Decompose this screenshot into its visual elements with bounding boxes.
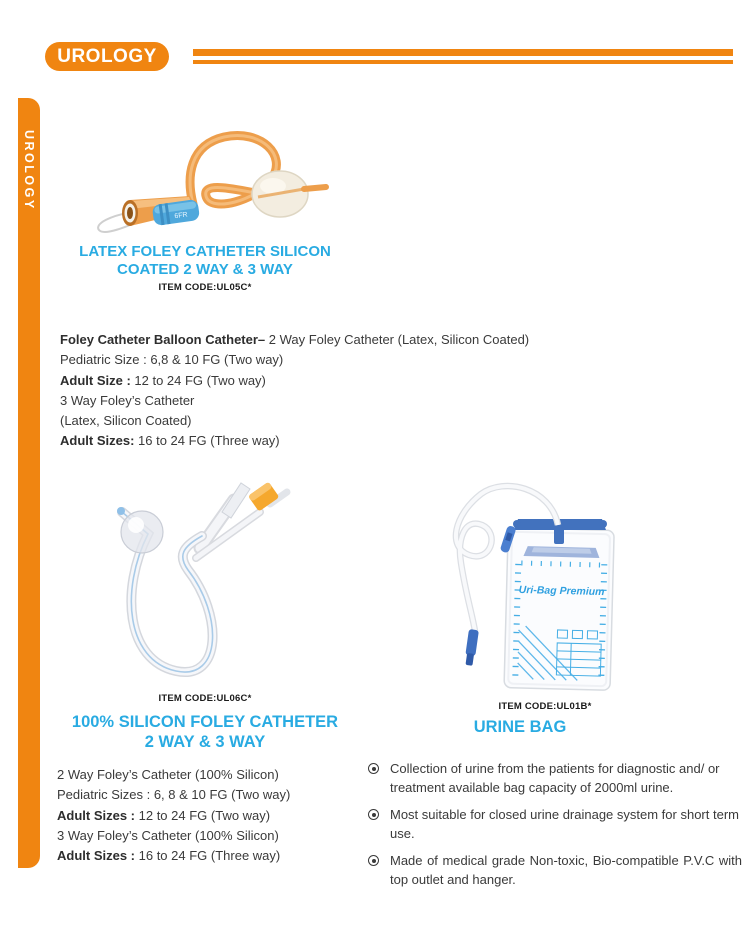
spec-line: [60, 391, 530, 411]
urine-bag-image: [420, 463, 680, 705]
urine-bag-illustration: [420, 463, 680, 700]
circled-dot-bullet-icon: [368, 809, 379, 820]
spec-bold: Foley Catheter Balloon Catheter–: [60, 332, 266, 347]
spec-line: [57, 785, 387, 805]
catheter-tip: [304, 187, 326, 189]
spec-bold: Adult Size :: [60, 372, 131, 388]
latex-foley-catheter-image: [90, 118, 370, 249]
silicon-foley-catheter-image: [90, 460, 370, 693]
spec-text: 2 Way Foley Catheter (Latex, Silicon Coated): [265, 332, 530, 347]
bag-brand-label: Uri-Bag Premium: [518, 583, 605, 599]
product-title-silicon-foley: [40, 713, 370, 752]
title-line: LATEX FOLEY CATHETER SILICON: [79, 243, 331, 260]
catheter-connector: [464, 629, 479, 666]
bag-body: [504, 528, 614, 691]
spec-line: [57, 765, 387, 785]
section-badge-label: UROLOGY: [57, 45, 157, 67]
catheter-tip-eye: [117, 507, 125, 515]
list-item: [368, 806, 750, 843]
spec-line: [57, 826, 387, 846]
spec-bold: Adult Sizes :: [57, 848, 136, 864]
spec-list-silicon-foley: [57, 765, 387, 866]
spec-text: 16 to 24 FG (Three way): [135, 848, 281, 864]
item-code-urine-bag: ITEM CODE:UL01B*: [498, 701, 592, 712]
spec-text: 12 to 24 FG (Two way): [135, 807, 271, 823]
header-rule-thin: [193, 60, 733, 64]
spec-line: [60, 330, 530, 350]
spec-line: [60, 350, 530, 370]
spec-line: [60, 431, 530, 451]
product-title-urine-bag: URINE BAG: [473, 718, 567, 736]
spec-bold: Adult Sizes:: [60, 433, 135, 449]
circled-dot-bullet-icon: [368, 763, 379, 774]
catheter-balloon: [252, 171, 308, 217]
header-rule-thick: [193, 49, 733, 56]
latex-foley-catheter-illustration: [90, 118, 370, 244]
spec-text: 3 Way Foley’s Catheter (100% Silicon): [57, 827, 279, 843]
product-title-latex-foley: [55, 243, 355, 279]
spec-text: Pediatric Size : 6,8 & 10 FG (Two way): [60, 352, 284, 368]
spec-text: 12 to 24 FG (Two way): [130, 372, 266, 388]
item-code-silicon-foley: ITEM CODE:UL06C*: [158, 693, 252, 704]
spec-bold: Adult Sizes :: [57, 807, 136, 823]
list-item: [368, 760, 750, 797]
item-code-latex-foley: ITEM CODE:UL05C*: [158, 282, 252, 293]
spec-list-latex-foley: [60, 330, 530, 452]
title-line: COATED 2 WAY & 3 WAY: [117, 261, 293, 278]
valve-print: 6FR: [174, 211, 189, 221]
title-line: 2 WAY & 3 WAY: [144, 732, 266, 751]
feature-text: Most suitable for closed urine drainage system for short term use.: [390, 807, 739, 841]
catheter-balloon: [121, 511, 163, 553]
spec-text: 2 Way Foley’s Catheter (100% Silicon): [57, 767, 279, 782]
spec-line: [57, 806, 387, 826]
spec-text: (Latex, Silicon Coated): [60, 413, 192, 429]
spec-line: [57, 846, 387, 866]
urine-bag-feature-list: [368, 760, 750, 898]
list-item: [368, 852, 750, 889]
spec-line: [60, 411, 530, 431]
spec-line: [60, 371, 530, 391]
spec-text: 3 Way Foley’s Catheter: [60, 392, 195, 408]
silicon-foley-catheter-illustration: [90, 460, 370, 688]
feature-text: Made of medical grade Non-toxic, Bio-compatible P.V.C with top outlet and hanger.: [390, 853, 742, 887]
sidebar-tab: [18, 98, 40, 868]
sidebar-tab-label: UROLOGY: [22, 130, 36, 211]
spec-text: Pediatric Sizes : 6, 8 & 10 FG (Two way): [57, 787, 291, 803]
spec-text: 16 to 24 FG (Three way): [134, 433, 280, 449]
section-badge: [45, 42, 169, 71]
circled-dot-bullet-icon: [368, 855, 379, 866]
orange-valve: [248, 482, 279, 512]
title-line: 100% SILICON FOLEY CATHETER: [71, 713, 339, 731]
feature-text: Collection of urine from the patients for diagnostic and/ or treatment available bag capacity of 2000ml urine.: [390, 761, 720, 795]
